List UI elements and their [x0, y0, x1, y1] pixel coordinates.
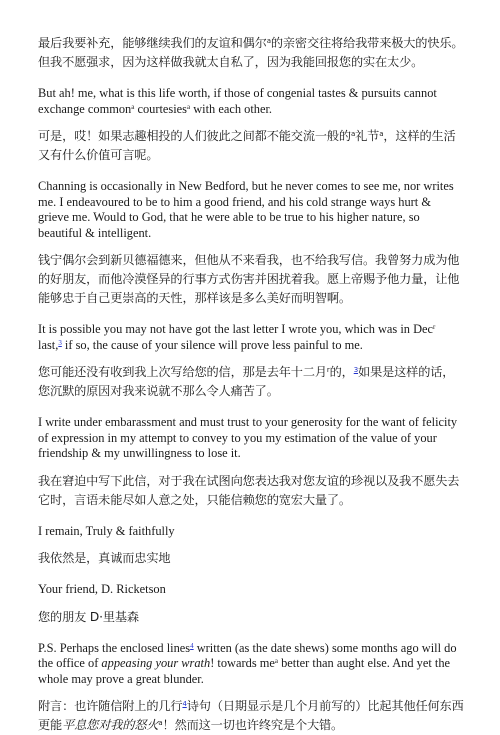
footnote-link-4[interactable]: 4	[190, 641, 194, 650]
text: 附言：也许随信附上的几行	[38, 699, 183, 713]
footnote-link-4[interactable]: 4	[182, 700, 187, 708]
paragraph-zh-11: 我依然是，真诚而忠实地	[38, 551, 171, 565]
text: P.S. Perhaps the enclosed lines	[38, 640, 191, 655]
paragraph-zh-1	[38, 34, 466, 72]
footnote-link-3[interactable]: 3	[58, 338, 62, 347]
superscript: a	[158, 719, 163, 727]
text: 您可能还没有收到我上次写给您的信，那是去年十二月	[38, 365, 327, 379]
text: 诗句（日期显示是几个月前写的）比起其他任何东西更能	[38, 699, 464, 732]
text: ，这样的生活又有什么价值可言呢。	[38, 129, 456, 162]
paragraph-en-8: I write under embarassment and must trust to your generosity for the want of felicity of expression in my attempt to convey to you my estimation of the value of your friendship & my unwillingness to lose it.	[38, 415, 458, 460]
paragraph-en-2	[38, 86, 462, 117]
text: 最后我要补充，能够继续我们的友谊和偶尔	[38, 36, 267, 50]
paragraph-zh-15	[38, 697, 466, 735]
paragraph-zh-9: 我在窘迫中写下此信，对于我在试图向您表达我对您友谊的珍视以及我不愿失去它时，言语未能尽如人意之处，只能信赖您的宽宏大量了。	[38, 473, 460, 507]
superscript: r	[326, 366, 330, 374]
text: with each other.	[190, 101, 273, 116]
paragraph-zh-7	[38, 363, 466, 401]
superscript: a	[187, 102, 191, 111]
paragraph-en-12: Your friend, D. Ricketson	[38, 582, 166, 596]
superscript: r	[433, 323, 436, 331]
text: 如果是这样的话，您沉默的原因对我来说就不那么令人痛苦了。	[38, 365, 455, 398]
text: better than aught else. And yet the whole may prove a great blunder.	[38, 656, 451, 686]
paragraph-zh-3	[38, 127, 466, 165]
superscript: a	[379, 130, 384, 138]
paragraph-en-10: I remain, Truly & faithfully	[38, 523, 175, 538]
paragraph-en-4: Channing is occasionally in New Bedford, but he never comes to see me, nor writes me. I endeavoured to be to him a good friend, and his cold strange ways hurt & grieve me. Would to God, that he were able to be true to his higher nature, so beautiful & intelligent.	[38, 179, 454, 240]
footnote-link-3[interactable]: 3	[353, 366, 359, 374]
text: It is possible you may not have got the last letter I wrote you, which was in Dec	[38, 322, 434, 336]
emphasis: appeasing your wrath	[101, 656, 211, 670]
paragraph-zh-13: 您的朋友 D·里基森	[38, 609, 139, 624]
superscript: a	[350, 130, 356, 138]
text: ! towards me	[210, 656, 275, 670]
text: 可是，哎！如果志趣相投的人们彼此之间都不能交流一般的	[38, 129, 351, 143]
paragraph-en-14	[38, 641, 462, 688]
text: ！然而这一切也许终究是个大错。	[162, 718, 344, 732]
text: courtesies	[134, 101, 188, 116]
superscript: a	[274, 657, 278, 665]
paragraph-zh-5: 钱宁偶尔会到新贝德福德来，但他从不来看我，也不给我写信。我曾努力成为他的好朋友，而他冷漠怪异的行事方式伤害并困扰着我。愿上帝赐予他力量，让他能够忠于自己更崇高的天性，那样该是多么美好而明智啊。	[38, 253, 460, 305]
superscript: a	[266, 37, 271, 45]
text: last,	[38, 337, 59, 352]
text: 的亲密交往将给我带来极大的快乐。但我不愿强求，因为这样做我就太自私了，因为我能回报您的实在太少。	[38, 36, 464, 69]
superscript: a	[131, 102, 135, 111]
text: 礼节	[355, 129, 380, 143]
paragraph-en-6	[38, 322, 462, 353]
text: if so, the cause of your silence will prove less painful to me.	[61, 337, 363, 352]
text: 的，	[329, 365, 354, 379]
text: written (as the date shews) some months ago will do the office of	[38, 640, 457, 670]
text: But ah! me, what is this life worth, if those of congenial tastes & pursuits cannot exchange common	[38, 86, 437, 116]
emphasis: 平息您对我的怒火	[62, 718, 159, 732]
